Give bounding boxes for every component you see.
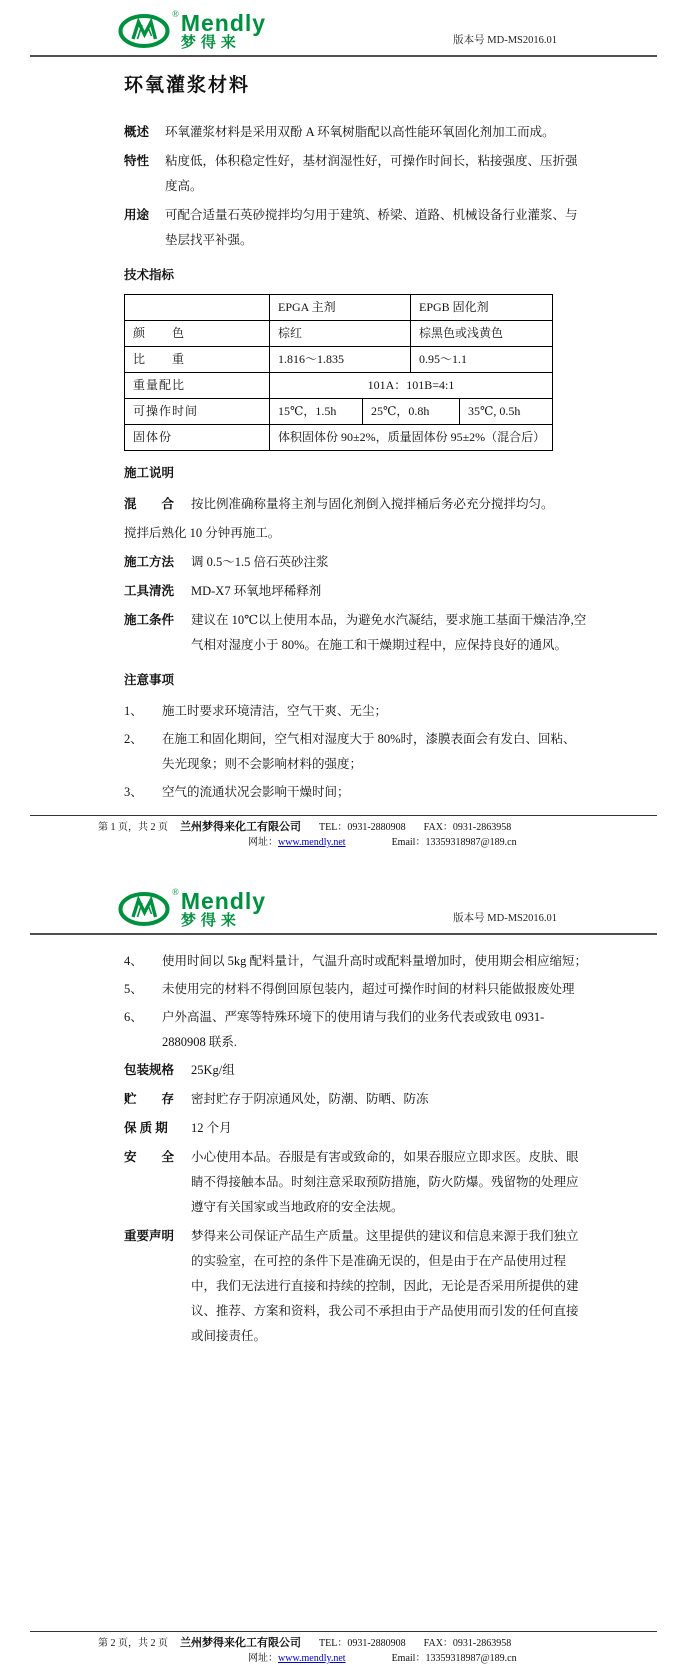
section-label: 概述	[124, 125, 150, 139]
note-item-4	[124, 949, 587, 974]
version-label: 版本号 MD-MS2016.01	[453, 913, 557, 924]
logo-wordmark	[181, 890, 266, 929]
section-method	[124, 550, 587, 575]
page2-header	[0, 878, 687, 931]
note-text: 在施工和固化期间，空气相对湿度大于 80%时，漆膜表面会有发白、回粘、失光现象；则不会影响材料的强度；	[162, 732, 576, 771]
section-storage	[124, 1087, 587, 1112]
note-text: 未使用完的材料不得倒回原包装内，超过可操作时间的材料只能做报废处理	[162, 982, 575, 996]
fax: FAX：0931-2863958	[423, 1638, 512, 1649]
table-cell: 体积固体份 90±2%，质量固体份 95±2%（混合后）	[269, 425, 552, 450]
fax: FAX：0931-2863958	[423, 822, 512, 833]
company-name: 兰州梦得来化工有限公司	[180, 821, 301, 833]
section-label: 安 全	[124, 1150, 175, 1164]
page-number-label: 第 1 页，共 2 页	[98, 822, 168, 833]
tech-spec-table	[124, 294, 553, 451]
website	[248, 1651, 346, 1666]
section-usage	[124, 203, 587, 253]
table-cell: 25℃，0.8h	[362, 399, 459, 424]
table-cell: 15℃，1.5h	[269, 399, 362, 424]
website-label: 网址：	[248, 837, 278, 848]
section-cleaning	[124, 579, 587, 604]
note-item-2	[124, 727, 587, 777]
section-text: 调 0.5～1.5 倍石英砂注浆	[191, 555, 329, 569]
section-text: MD-X7 环氧地坪稀释剂	[191, 584, 322, 598]
table-cell: 101A：101B=4:1	[269, 373, 552, 398]
logo-wordmark	[181, 12, 266, 51]
email: Email：13359318987@189.cn	[391, 837, 517, 848]
table-cell: 棕红	[269, 321, 410, 346]
section-label: 工具清洗	[124, 584, 175, 598]
table-cell: 棕黑色或浅黄色	[410, 321, 552, 346]
header-rule	[30, 933, 657, 935]
section-label: 重要声明	[124, 1229, 175, 1243]
section-text: 密封贮存于阴凉通风处，防潮、防晒、防冻	[191, 1092, 429, 1106]
table-row-header	[125, 295, 552, 320]
page-2	[0, 878, 687, 1666]
company-name: 兰州梦得来化工有限公司	[180, 1637, 301, 1649]
telephone: TEL：0931-2880908	[319, 1638, 406, 1649]
note-number: 4、	[124, 954, 143, 968]
note-item-5	[124, 977, 587, 1002]
section-text: 梦得来公司保证产品生产质量。这里提供的建议和信息来源于我们独立的实验室，在可控的条件下是准确无误的，但是由于在产品使用过程中，我们无法进行直接和持续的控制，因此，无论是否采用所提供的建议、推荐、方案和资料，我公司不承担由于产品使用而引发的任何直接或间接责任。	[191, 1229, 579, 1343]
section-disclaimer	[124, 1224, 587, 1349]
tech-spec-title: 技术指标	[124, 268, 175, 282]
table-row-ratio	[125, 372, 552, 398]
company-logo	[118, 888, 266, 929]
section-label: 混 合	[124, 497, 175, 511]
section-features	[124, 149, 587, 199]
section-label: 贮 存	[124, 1092, 175, 1106]
brand-name-cn: 梦得来	[180, 913, 241, 929]
section-text: 按比例准确称量将主剂与固化剂倒入搅拌桶后务必充分搅拌均匀。	[191, 497, 554, 511]
note-number: 3、	[124, 785, 143, 799]
table-cell: 颜 色	[133, 326, 186, 340]
section-safety	[124, 1145, 587, 1220]
version-label: 版本号 MD-MS2016.01	[453, 35, 557, 46]
note-item-3	[124, 780, 587, 805]
section-label: 保 质 期	[124, 1121, 168, 1135]
section-packing	[124, 1058, 587, 1083]
note-number: 6、	[124, 1010, 143, 1024]
blank-space	[0, 1353, 687, 1621]
mendly-logo-icon	[118, 10, 174, 50]
section-label: 施工方法	[124, 555, 175, 569]
page-number-label: 第 2 页，共 2 页	[98, 1638, 168, 1649]
page-title: 环氧灌浆材料	[124, 75, 251, 96]
table-cell: 比 重	[133, 352, 186, 366]
page1-footer	[30, 820, 657, 850]
section-mixing-continued: 搅拌后熟化 10 分钟再施工。	[124, 526, 281, 540]
table-row-color	[125, 320, 552, 346]
section-text: 小心使用本品。吞服是有害或致命的，如果吞服应立即求医。皮肤、眼睛不得接触本品。时刻注意采取预防措施，防火防爆。残留物的处理应遵守有关国家或当地政府的安全法规。	[191, 1150, 579, 1214]
section-label: 包装规格	[124, 1063, 175, 1077]
registered-mark: ®	[172, 887, 179, 897]
note-item-6	[124, 1005, 587, 1055]
footer-contact-block	[180, 820, 657, 850]
section-shelf-life	[124, 1116, 587, 1141]
section-text: 建议在 10℃以上使用本品，为避免水汽凝结，要求施工基面干燥洁净,空气相对湿度小于 80%。在施工和干燥期过程中，应保持良好的通风。	[191, 613, 587, 652]
table-cell: EPGA 主剂	[269, 295, 410, 320]
note-text: 空气的流通状况会影响干燥时间；	[162, 785, 350, 799]
section-label: 用途	[124, 208, 150, 222]
section-text: 环氧灌浆材料是采用双酚 A 环氧树脂配以高性能环氧固化剂加工而成。	[165, 125, 555, 139]
footer-contact-block	[180, 1636, 657, 1666]
table-cell	[125, 295, 269, 320]
brand-name-en: Mendly	[180, 10, 267, 36]
website	[248, 835, 346, 850]
section-mixing	[124, 492, 587, 517]
table-cell: 可操作时间	[133, 404, 199, 418]
table-row-gravity	[125, 346, 552, 372]
note-number: 5、	[124, 982, 143, 996]
table-cell: 固体份	[133, 430, 173, 444]
table-cell: 1.816～1.835	[269, 347, 410, 372]
section-text: 12 个月	[191, 1121, 232, 1135]
section-text: 可配合适量石英砂搅拌均匀用于建筑、桥梁、道路、机械设备行业灌浆、与垫层找平补强。	[165, 208, 578, 247]
note-text: 户外高温、严寒等特殊环境下的使用请与我们的业务代表或致电 0931-2880908 联系.	[162, 1010, 545, 1049]
section-text: 粘度低，体积稳定性好，基材润湿性好，可操作时间长，粘接强度、压折强度高。	[165, 154, 578, 193]
table-cell: EPGB 固化剂	[410, 295, 552, 320]
note-text: 使用时间以 5kg 配料量计，气温升高时或配料量增加时，使用期会相应缩短；	[162, 954, 588, 968]
table-cell: 重量配比	[133, 378, 186, 392]
brand-name-en: Mendly	[180, 888, 267, 914]
note-number: 1、	[124, 704, 143, 718]
page2-footer	[30, 1636, 657, 1666]
registered-mark: ®	[172, 9, 179, 19]
header-rule	[30, 55, 657, 57]
telephone: TEL：0931-2880908	[319, 822, 406, 833]
page1-header	[0, 0, 687, 53]
email: Email：13359318987@189.cn	[391, 1653, 517, 1664]
note-number: 2、	[124, 732, 143, 746]
website-link[interactable]: www.mendly.net	[278, 1653, 346, 1664]
footer-rule	[30, 1631, 657, 1632]
mendly-logo-icon	[118, 888, 174, 928]
table-row-solids	[125, 424, 552, 450]
table-cell: 0.95～1.1	[410, 347, 552, 372]
section-text: 25Kg/组	[191, 1063, 235, 1077]
construction-title: 施工说明	[124, 466, 175, 480]
notes-title: 注意事项	[124, 673, 175, 687]
table-row-pot-life	[125, 398, 552, 424]
website-label: 网址：	[248, 1653, 278, 1664]
note-text: 施工时要求环境清洁，空气干爽、无尘；	[162, 704, 388, 718]
website-link[interactable]: www.mendly.net	[278, 837, 346, 848]
section-overview	[124, 120, 587, 145]
company-logo	[118, 10, 266, 51]
section-conditions	[124, 608, 587, 658]
note-item-1	[124, 699, 587, 724]
table-cell: 35℃, 0.5h	[459, 399, 552, 424]
footer-rule	[30, 815, 657, 816]
brand-name-cn: 梦得来	[180, 35, 241, 51]
section-label: 特性	[124, 154, 150, 168]
section-label: 施工条件	[124, 613, 175, 627]
page-gap	[0, 850, 687, 878]
